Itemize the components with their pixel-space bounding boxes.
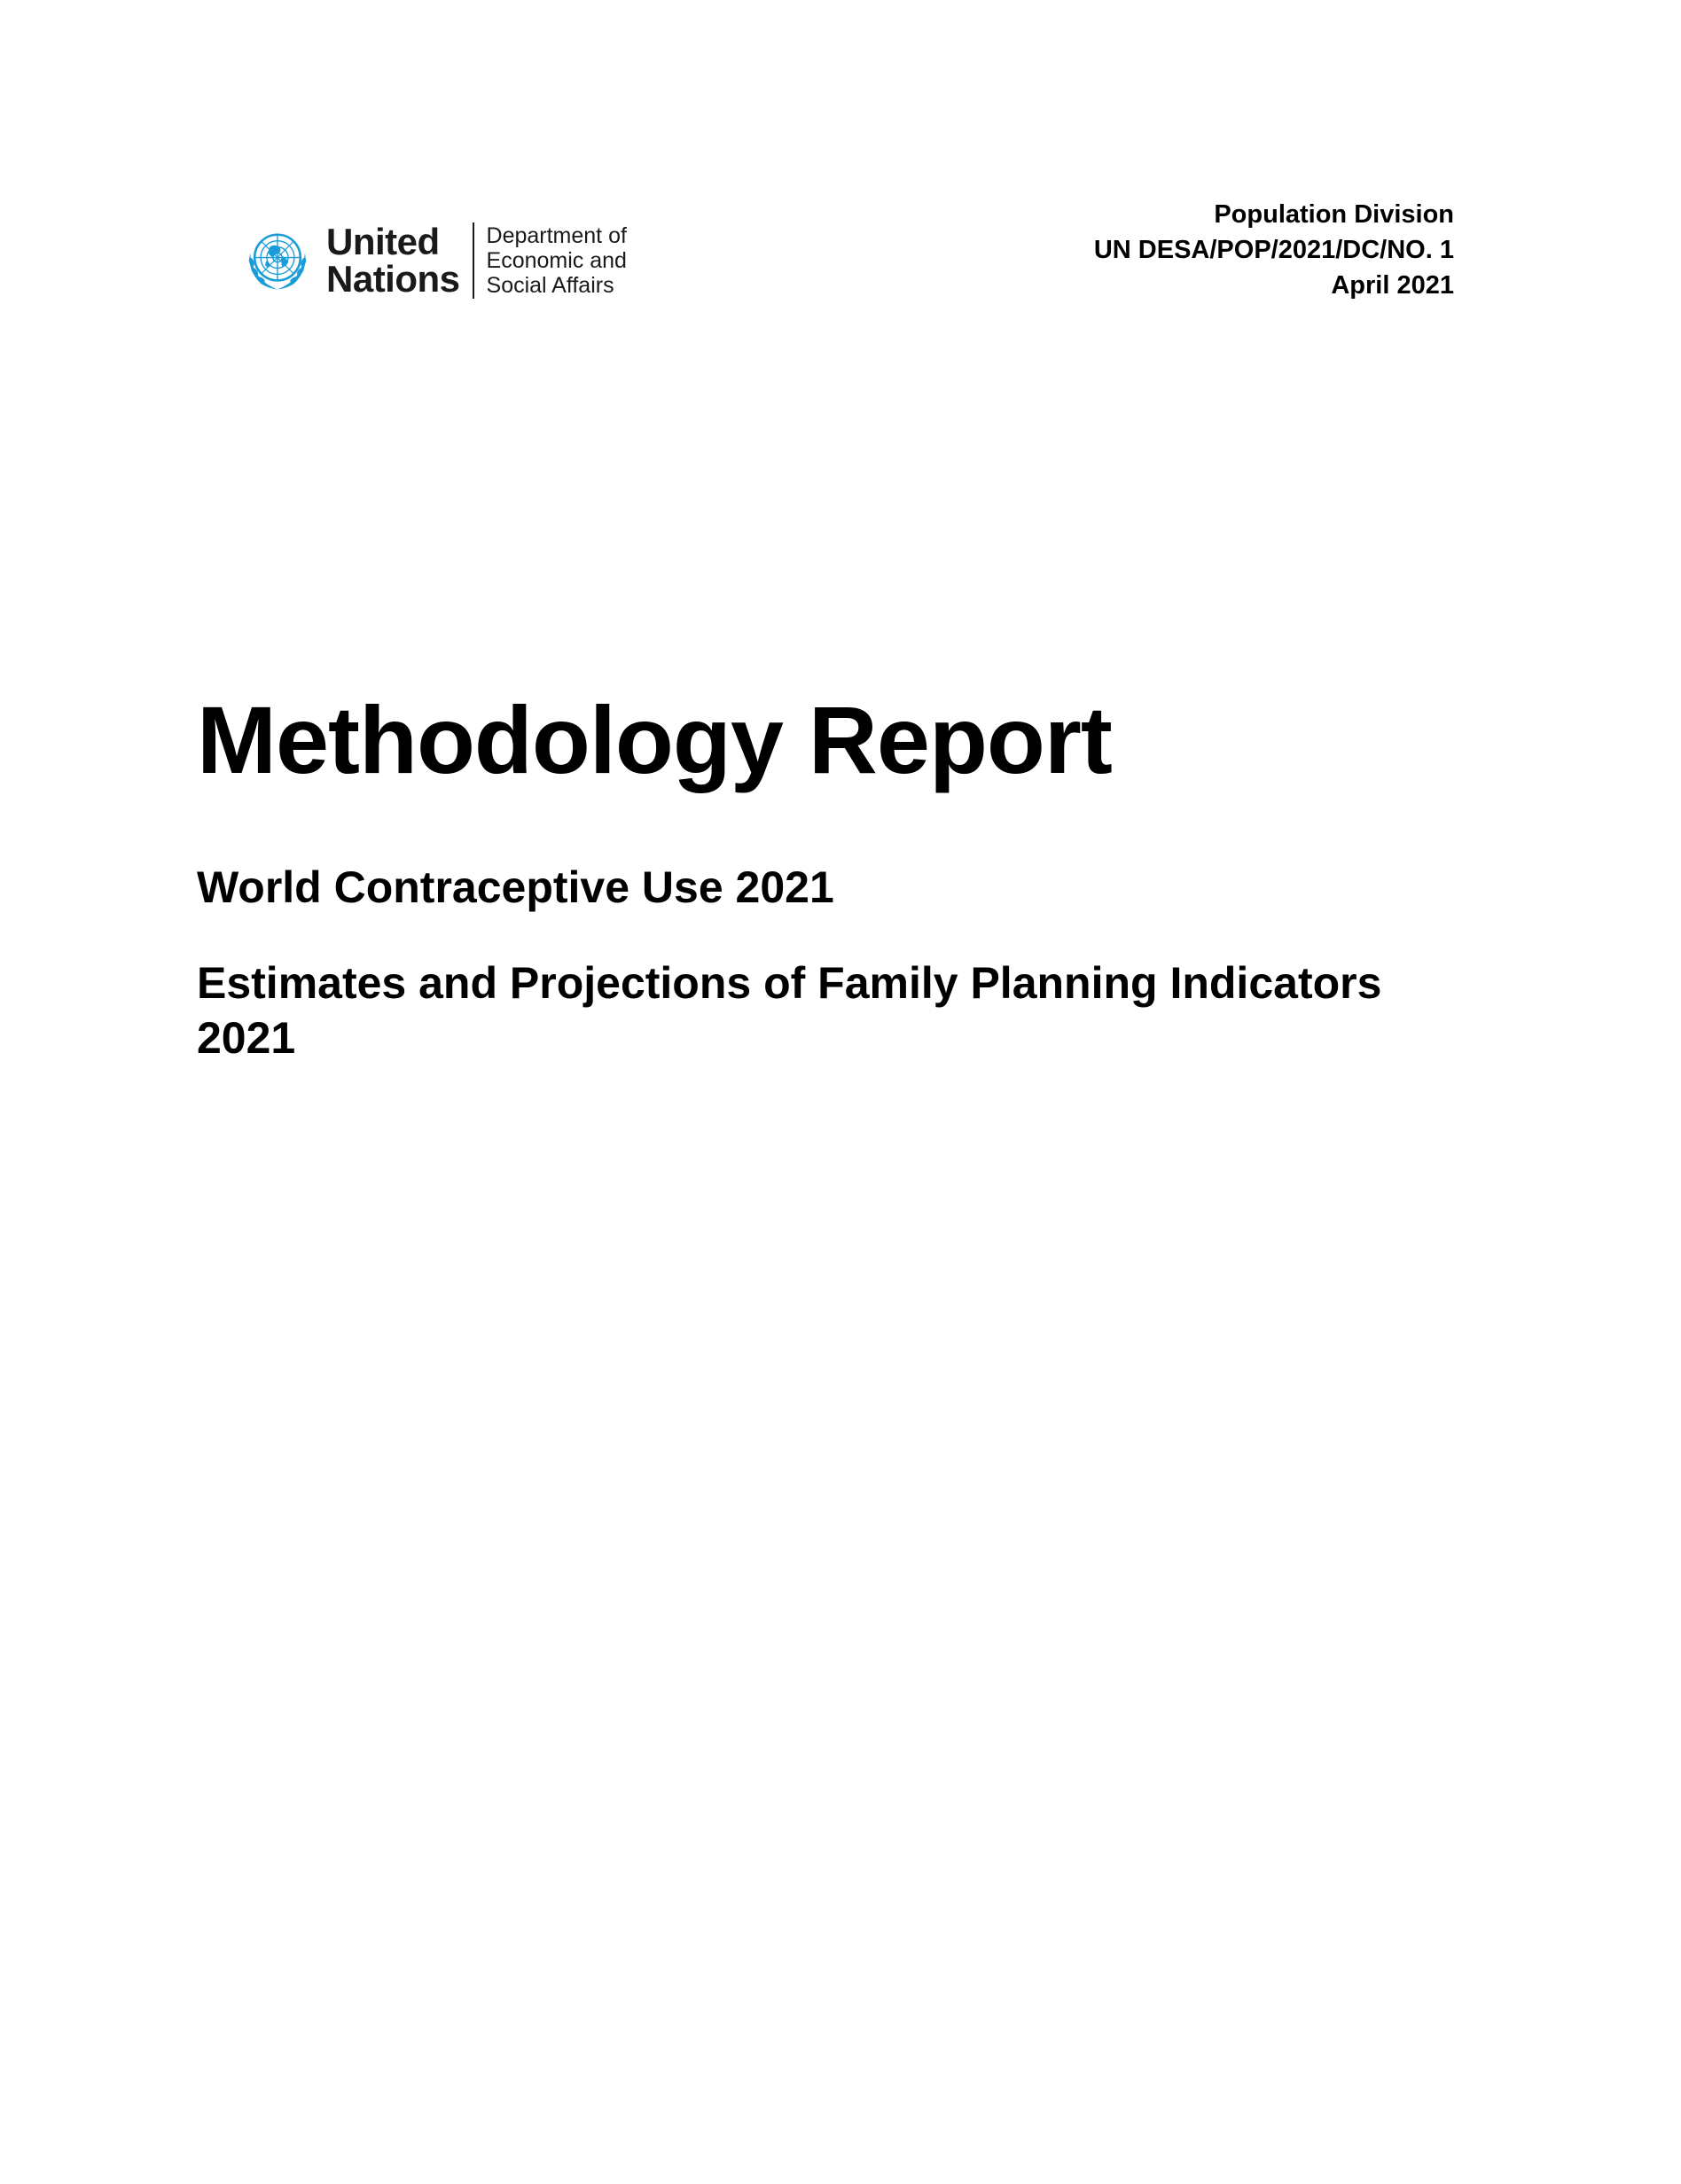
- un-wordmark: [326, 223, 460, 298]
- report-title: Methodology Report: [197, 686, 1112, 793]
- department-line-2: Economic and: [486, 248, 627, 273]
- un-emblem-icon: [239, 222, 316, 299]
- report-subtitle-2: Estimates and Projections of Family Planning Indicators 2021: [197, 958, 1382, 1063]
- division-name: Population Division: [1214, 200, 1454, 229]
- wordmark-united: United: [326, 221, 440, 262]
- report-subtitle-1: World Contraceptive Use 2021: [197, 862, 834, 912]
- department-line-1: Department of: [486, 223, 627, 248]
- publication-date: April 2021: [1331, 271, 1454, 300]
- wordmark-nations: Nations: [326, 258, 460, 300]
- department-line-3: Social Affairs: [486, 273, 614, 298]
- un-desa-logo: [239, 220, 627, 301]
- document-info: [1094, 197, 1454, 303]
- department-name: [487, 223, 627, 298]
- logo-divider: [473, 222, 474, 299]
- document-number: UN DESA/POP/2021/DC/NO. 1: [1093, 236, 1454, 264]
